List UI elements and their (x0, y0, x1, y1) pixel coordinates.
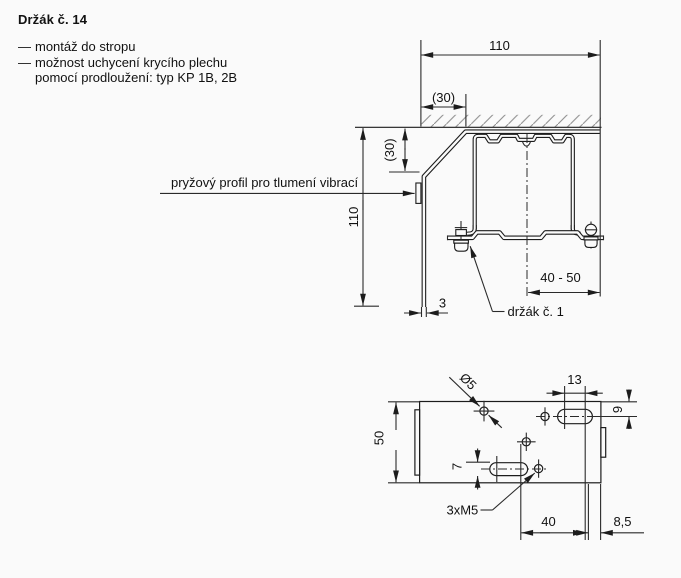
note-dash: — (18, 39, 31, 54)
dim-plate-thickness: 3 (438, 295, 447, 311)
dim-inset-horizontal: (30) (431, 90, 456, 105)
bottom-view-drawing (372, 370, 645, 540)
dim-40: 40 (541, 514, 556, 529)
dim-edge-offset: 9 (610, 405, 625, 414)
dim-slot-centers: 13 (567, 372, 582, 387)
dim-slot-width: 7 (449, 462, 465, 471)
note-dash: — (18, 54, 31, 70)
base-plate-outline (420, 402, 601, 483)
rubber-profile (416, 183, 421, 203)
note-text: montáž do stropu (35, 39, 136, 54)
side-view-drawing (160, 38, 604, 319)
m5-leader (493, 473, 535, 510)
note-text: pomocí prodloužení: typ KP 1B, 2B (35, 70, 238, 85)
dim-8-5: 8,5 (613, 514, 632, 529)
centerlines-bottom (474, 386, 637, 482)
right-bolt (584, 222, 598, 249)
page-title: Držák č. 14 (18, 12, 88, 27)
label-rubber-profile: pryžový profil pro tlumení vibrací (171, 175, 359, 190)
dim-side-height: 110 (346, 206, 361, 228)
bracket1-leader (470, 246, 492, 311)
dim-plate-height: 50 (371, 430, 387, 446)
ceiling-hatch (421, 115, 602, 127)
dim-inset-vertical: (30) (382, 138, 397, 162)
right-tab (601, 428, 606, 458)
dim-hole-diameter: Ø5 (456, 369, 480, 393)
label-bracket-1: držák č. 1 (507, 304, 564, 319)
dim-top-width: 110 (489, 38, 510, 53)
dimension-lines-bottom (396, 377, 644, 533)
dim-range-40-50: 40 - 50 (540, 270, 581, 285)
note-text: možnost uchycení krycího plechu (35, 54, 228, 70)
left-tab (415, 410, 420, 475)
label-threads: 3xM5 (446, 502, 479, 518)
rail-profile (475, 136, 573, 230)
